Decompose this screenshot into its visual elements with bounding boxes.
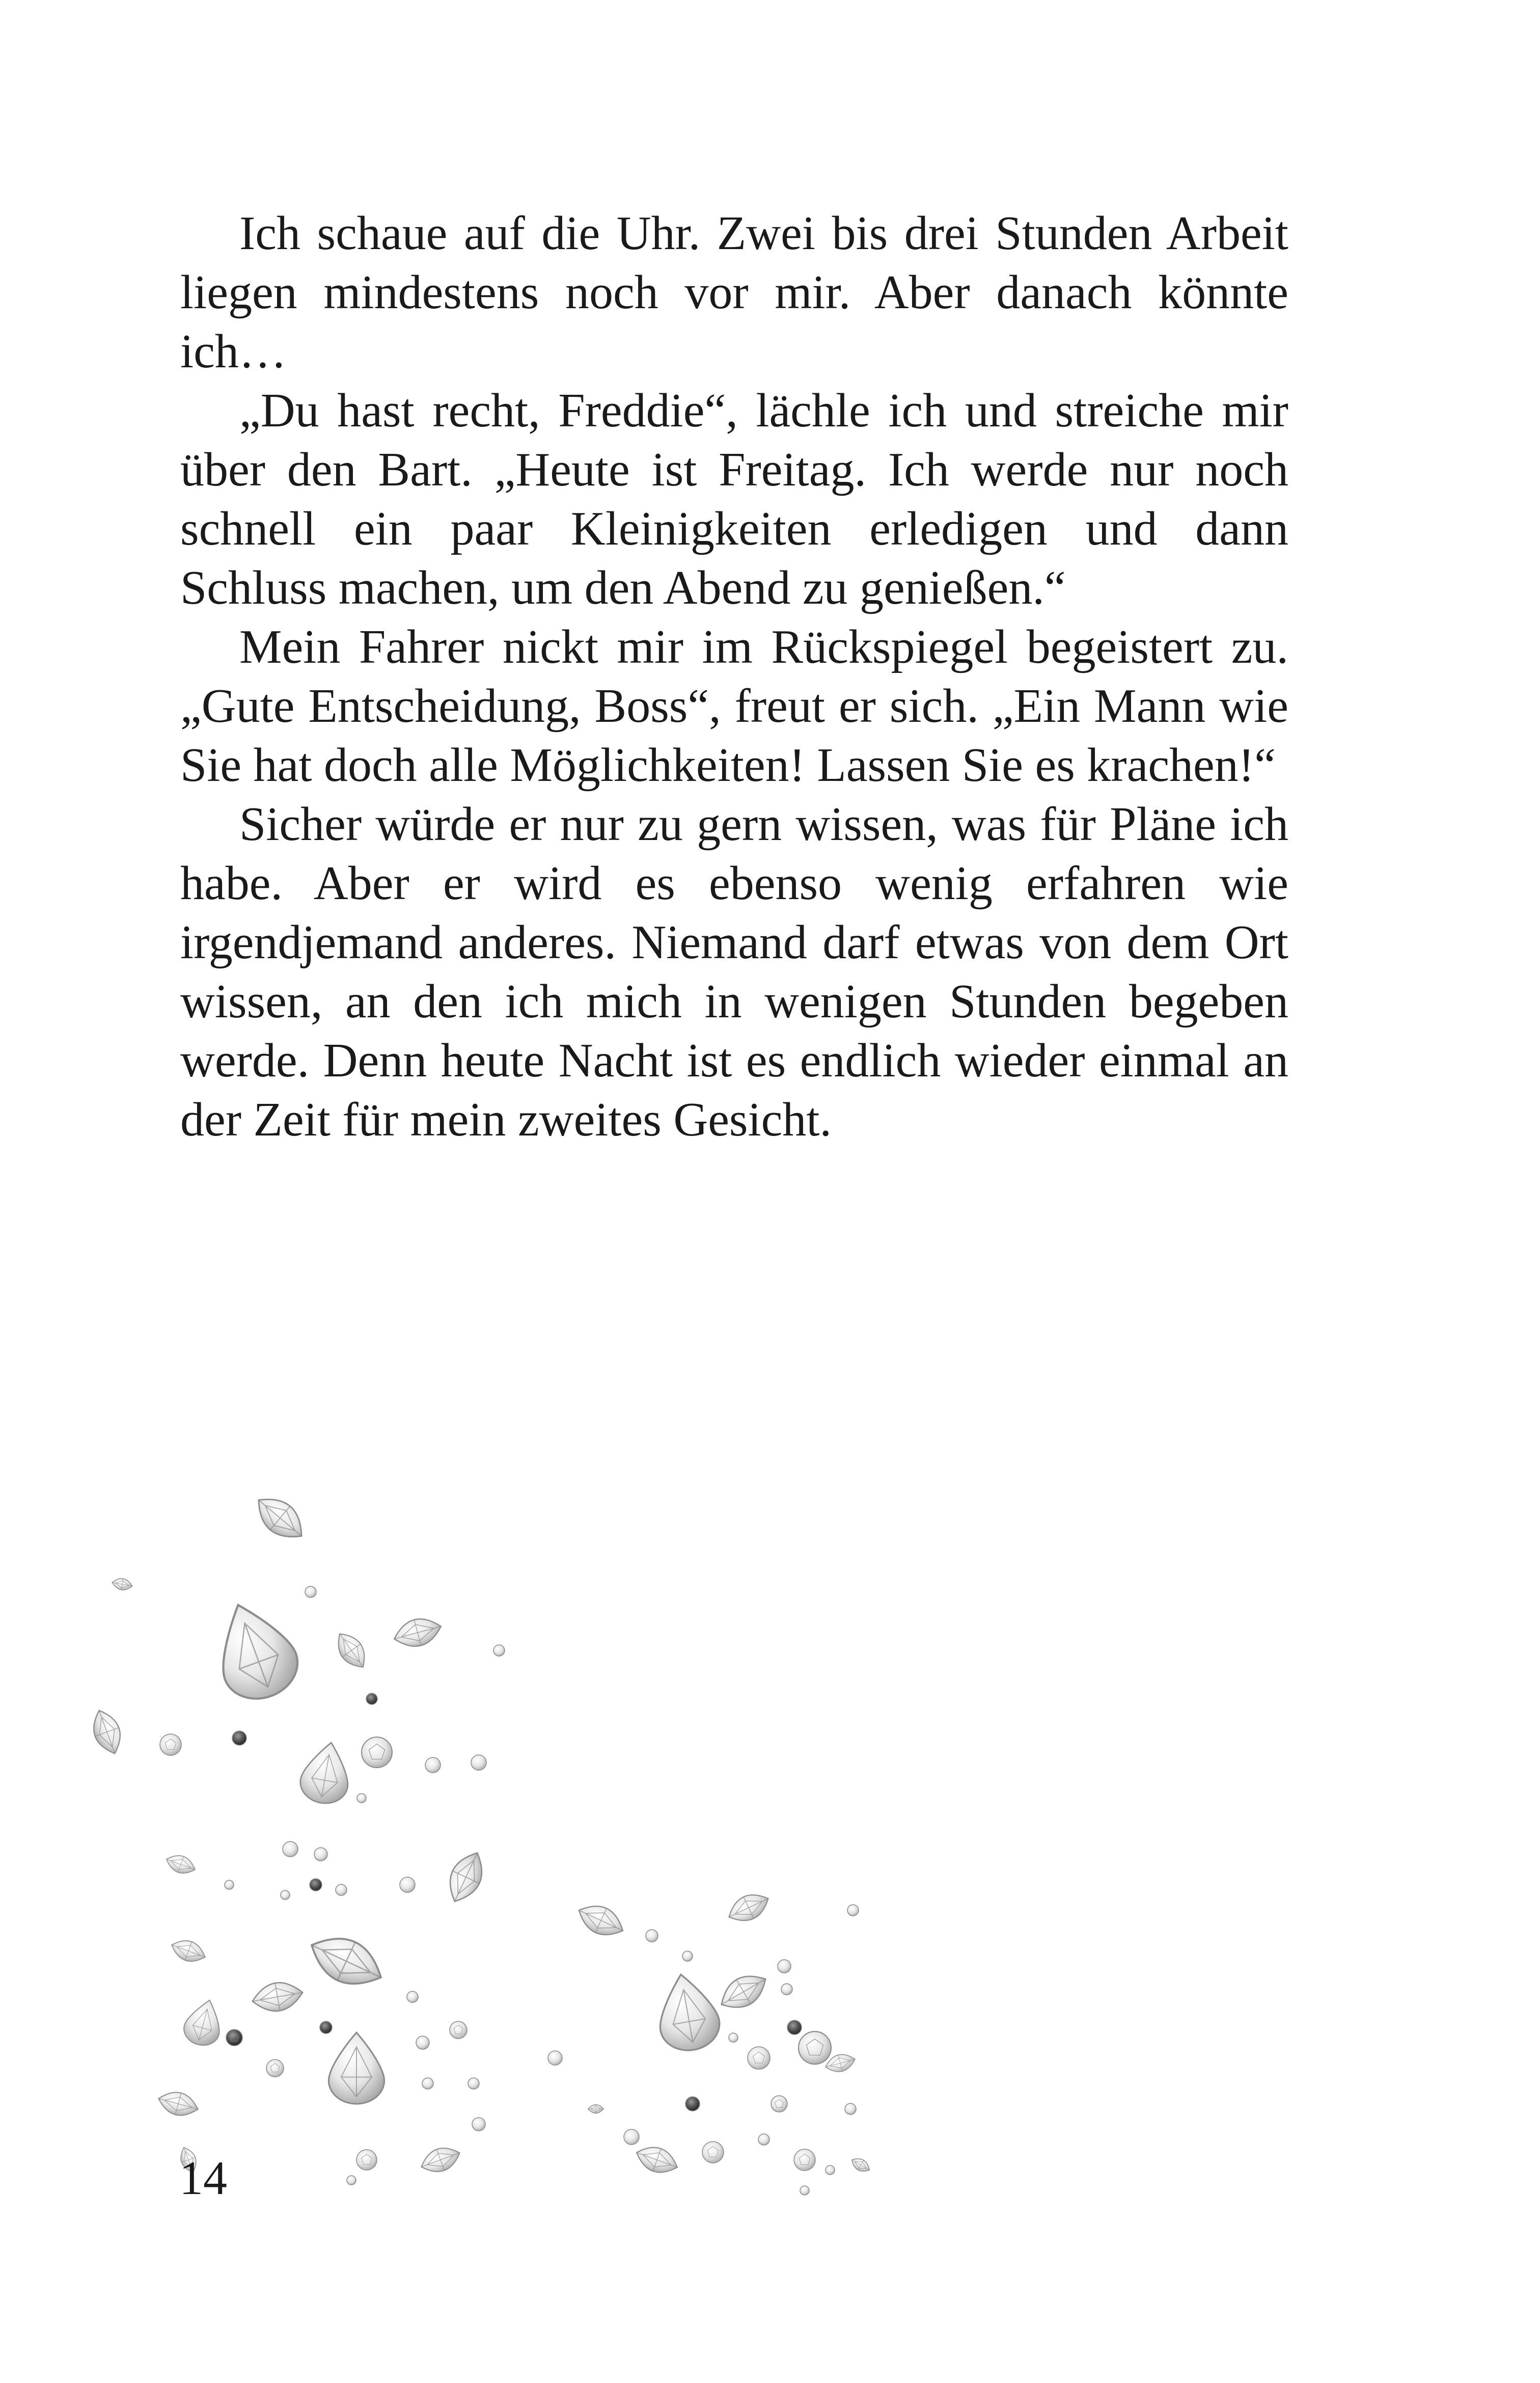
round-gem	[682, 1951, 693, 1961]
marquise-gem	[849, 2155, 872, 2175]
round-gem	[347, 2176, 356, 2185]
paragraph: „Du hast recht, Freddie“, lächle ich und streiche mir über den Bart. „Heute ist Freitag. Ich werde nur noch schnell ein paar Kleinigkeiten erledigen und dann Schluss machen, um den Abend zu genießen.“	[180, 384, 1288, 614]
round-gem	[624, 2129, 639, 2145]
round-gem	[314, 1848, 327, 1861]
round-gem	[646, 1930, 658, 1942]
round-gem	[758, 2134, 769, 2145]
marquise-gem	[87, 1706, 126, 1758]
marquise-gem	[250, 1979, 305, 2015]
round-gem	[845, 2103, 856, 2115]
marquise-gem	[442, 1847, 491, 1908]
round-gem	[357, 1794, 366, 1803]
round-gem	[778, 1960, 791, 1973]
round-gem	[422, 2078, 433, 2089]
pear-gem	[328, 2033, 384, 2104]
marquise-gem	[391, 1613, 444, 1651]
pear-gem	[180, 1995, 227, 2049]
round-gem	[416, 2036, 429, 2049]
round-gem	[362, 1737, 392, 1768]
round-gem	[160, 1734, 181, 1755]
round-gem	[310, 1879, 322, 1891]
round-gem	[226, 2029, 242, 2046]
pear-gem	[651, 1969, 723, 2055]
paragraph: Ich schaue auf die Uhr. Zwei bis drei Stunden Arbeit liegen mindestens noch vor mir. Aber danach könnte ich…	[180, 207, 1288, 378]
paragraph: Mein Fahrer nickt mir im Rückspiegel begeistert zu. „Gute Entscheidung, Boss“, freut er sich. „Ein Mann wie Sie hat doch alle Möglichkeiten! Lassen Sie es krachen!“	[180, 620, 1288, 792]
round-gem	[799, 2032, 831, 2064]
marquise-gem	[249, 1488, 311, 1548]
round-gem	[787, 2020, 802, 2035]
round-gem	[548, 2051, 562, 2065]
marquise-gem	[169, 1936, 209, 1966]
marquise-gem	[303, 1926, 390, 1996]
marquise-gem	[632, 2141, 681, 2178]
round-gem	[472, 2118, 485, 2131]
round-gem	[283, 1842, 298, 1857]
pear-gem	[297, 1739, 354, 1807]
round-gem	[320, 2021, 332, 2034]
round-gem	[826, 2165, 835, 2175]
round-gem	[225, 1880, 234, 1889]
round-gem	[305, 1586, 316, 1597]
round-gem	[281, 1890, 290, 1900]
round-gem	[493, 1645, 505, 1656]
marquise-gem	[156, 2088, 201, 2120]
diamond-group	[87, 1488, 872, 2195]
page-number: 14	[179, 2152, 227, 2205]
paragraph: Sicher würde er nur zu gern wissen, was für Pläne ich habe. Aber er wird es ebenso wenig erfahren wie irgendjemand anderes. Niemand darf etwas von dem Ort wissen, an den ich mich in wenigen Stunden begeben werde. Denn heute Nacht ist es endlich wieder einmal an der Zeit für mein zweites Gesicht.	[180, 798, 1288, 1146]
round-gem	[702, 2142, 724, 2163]
marquise-gem	[111, 1577, 133, 1592]
round-gem	[400, 1877, 415, 1892]
round-gem	[425, 1757, 441, 1773]
round-gem	[729, 2033, 738, 2042]
round-gem	[356, 2150, 377, 2170]
marquise-gem	[418, 2143, 463, 2178]
round-gem	[471, 1755, 486, 1770]
marquise-gem	[724, 1888, 774, 1928]
round-gem	[771, 2096, 787, 2112]
marquise-gem	[163, 1851, 198, 1878]
round-gem	[232, 1731, 246, 1745]
round-gem	[336, 1884, 347, 1895]
round-gem	[266, 2060, 284, 2077]
pear-gem	[203, 1592, 307, 1709]
marquise-gem	[573, 1898, 628, 1943]
diamond-illustration	[61, 1447, 896, 2272]
round-gem	[407, 1991, 418, 2002]
marquise-gem	[331, 1628, 372, 1674]
round-gem	[450, 2021, 467, 2039]
body-text	[180, 204, 1288, 1149]
round-gem	[800, 2186, 809, 2195]
round-gem	[847, 1905, 859, 1916]
round-gem	[685, 2097, 700, 2111]
marquise-gem	[588, 2105, 603, 2114]
round-gem	[794, 2149, 815, 2171]
round-gem	[748, 2047, 770, 2069]
marquise-gem	[714, 1967, 773, 2017]
round-gem	[366, 1693, 377, 1704]
round-gem	[781, 1984, 792, 1995]
round-gem	[468, 2078, 479, 2089]
